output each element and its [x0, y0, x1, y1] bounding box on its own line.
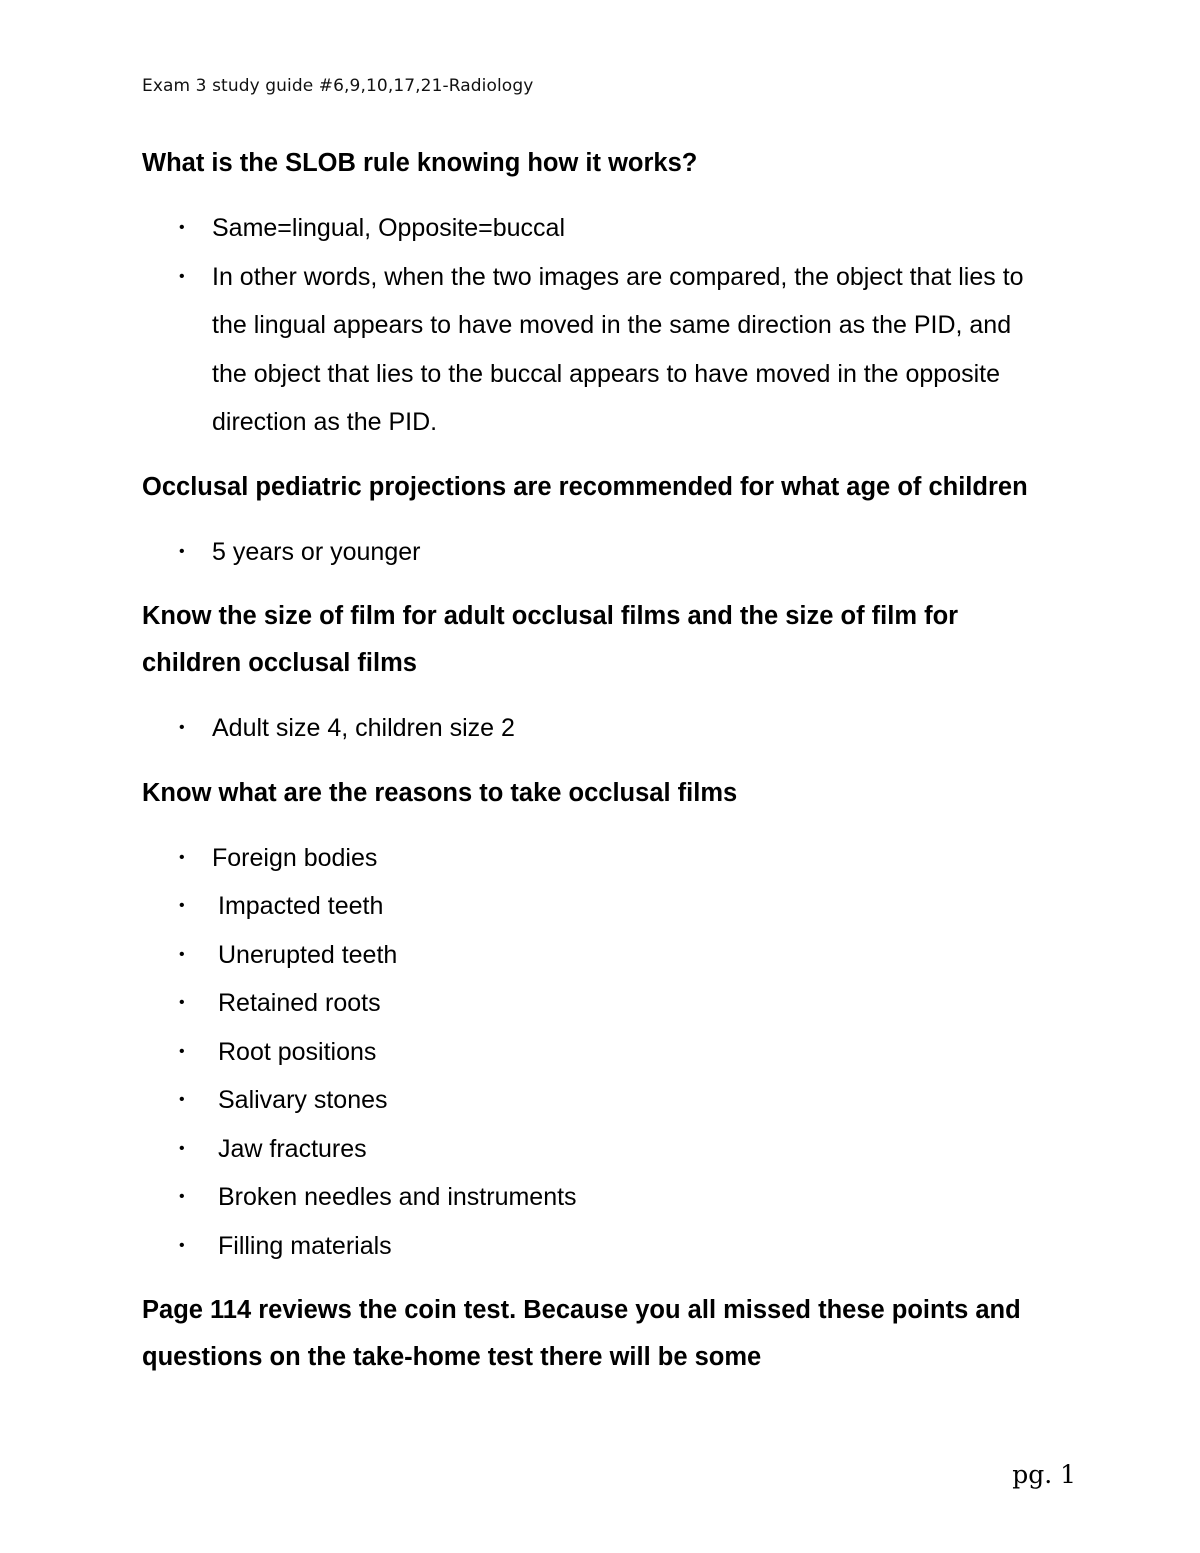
answer-text: Impacted teeth [218, 892, 384, 920]
answer-text: Same=lingual, Opposite=buccal [212, 214, 566, 242]
answer-text: Foreign bodies [212, 843, 378, 872]
list-item [142, 1173, 1042, 1222]
page-header: Exam 3 study guide #6,9,10,17,21-Radiology [142, 76, 534, 96]
answer-text: Broken needles and instruments [218, 1183, 577, 1211]
answer-text: In other words, when the two images are compared, the object that lies to the lingual appears to have moved in the same direction as the PID, and the object that lies to the buccal appears to have moved in the opposite direction as the PID. [212, 262, 1024, 436]
answer-text: Salivary stones [218, 1086, 388, 1114]
answer-text: Adult size 4, children size 2 [212, 714, 515, 742]
answer-text: Filling materials [218, 1231, 392, 1260]
answer-list [142, 528, 1042, 577]
question-heading: Know what are the reasons to take occlusal films [142, 778, 738, 807]
question-heading: Know the size of film for adult occlusal films and the size of film for children occlusal films [142, 602, 959, 677]
list-item [142, 253, 1042, 447]
bullet-icon: • [179, 1042, 185, 1060]
question-heading: Page 114 reviews the coin test. Because you all missed these points and questions on the take-home test there will be some [142, 1296, 1021, 1371]
document-body [142, 140, 1042, 1398]
list-item [142, 834, 1042, 883]
bullet-icon: • [179, 848, 185, 866]
answer-text: Jaw fractures [218, 1134, 367, 1163]
answer-text: Unerupted teeth [218, 940, 398, 969]
list-item [142, 204, 1042, 253]
list-item [142, 882, 1042, 931]
bullet-icon: • [179, 719, 185, 736]
question-heading: What is the SLOB rule knowing how it works? [142, 149, 698, 177]
answer-list [142, 704, 1042, 753]
list-item [142, 1222, 1042, 1271]
answer-text: Root positions [218, 1037, 377, 1066]
page-number: pg. 1 [1012, 1460, 1076, 1489]
list-item [142, 704, 1042, 753]
list-item [142, 1125, 1042, 1174]
bullet-icon: • [179, 1091, 185, 1108]
bullet-icon: • [179, 1188, 185, 1205]
question-heading: Occlusal pediatric projections are recommended for what age of children [142, 472, 1028, 501]
answer-list [142, 834, 1042, 1271]
list-item [142, 1028, 1042, 1077]
bullet-icon: • [179, 897, 185, 914]
list-item [142, 931, 1042, 980]
answer-list [142, 204, 1042, 447]
bullet-icon: • [179, 542, 185, 560]
list-item [142, 1076, 1042, 1125]
bullet-icon: • [179, 1236, 185, 1254]
bullet-icon: • [179, 994, 185, 1011]
answer-text: Retained roots [218, 989, 381, 1017]
answer-text: 5 years or younger [212, 537, 421, 566]
bullet-icon: • [179, 945, 185, 963]
bullet-icon: • [179, 1139, 185, 1157]
bullet-icon: • [179, 267, 185, 285]
bullet-icon: • [179, 219, 185, 236]
list-item [142, 528, 1042, 577]
list-item [142, 979, 1042, 1028]
